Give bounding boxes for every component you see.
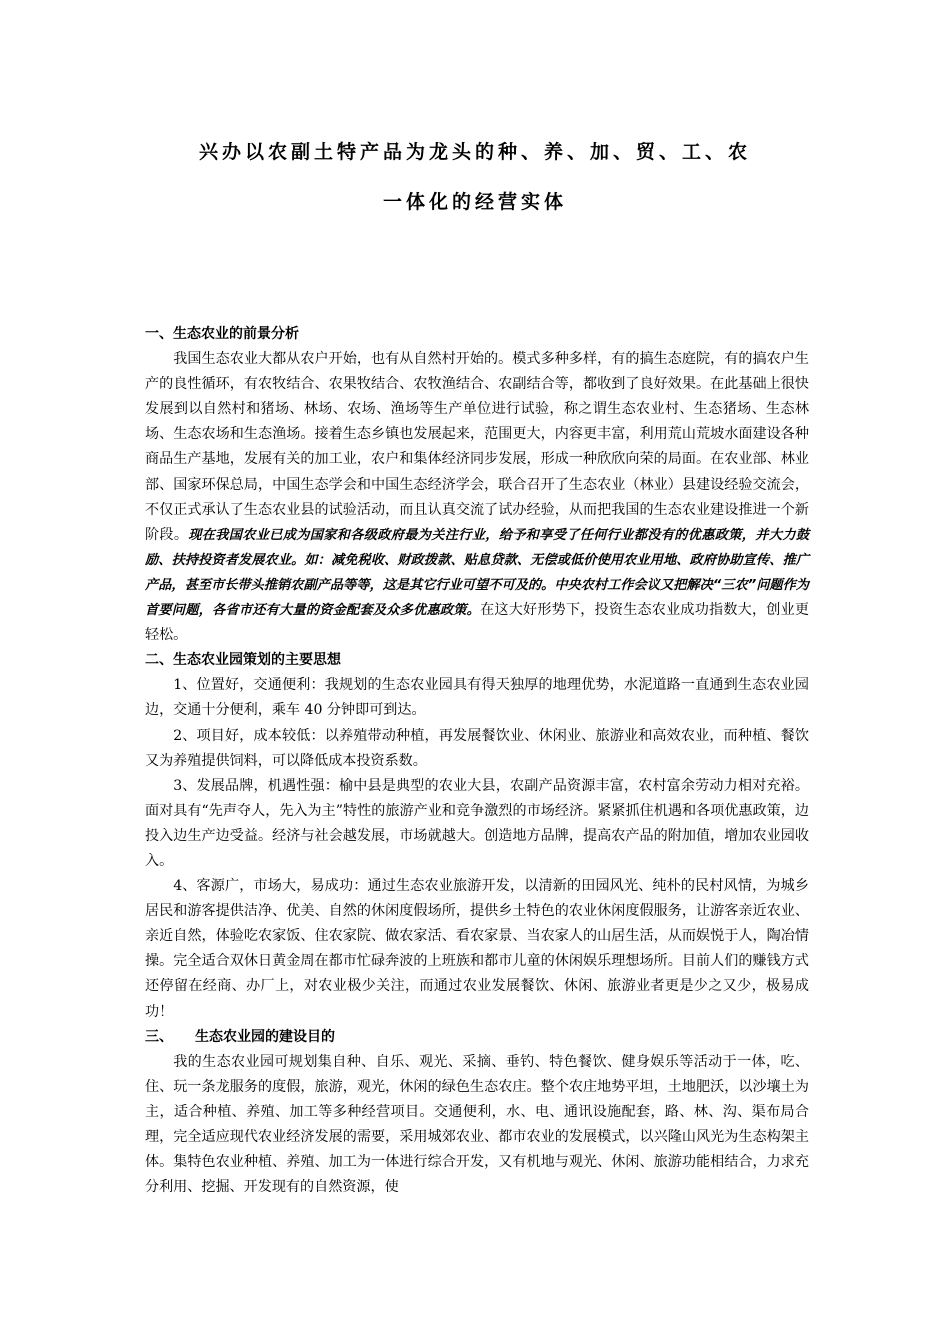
document-title-line-2: 一体化的经营实体 <box>382 191 567 213</box>
paragraph <box>145 874 809 1025</box>
paragraph <box>145 1050 809 1201</box>
paragraph <box>145 347 809 648</box>
document-body <box>145 322 809 1200</box>
paragraph-text: 4、客源广，市场大，易成功：通过生态农业旅游开发，以清新的田园风光、纯朴的民村风情，为城乡居民和游客提供洁净、优美、自然的休闲度假场所，提供乡土特色的农业休闲度假服务，让游客亲近农业、亲近自然，体验吃农家饭、住农家院、做农家活、看农家景、当农家人的山居生活，从而娱悦于人，陶冶情操。完全适合双休日黄金周在都市忙碌奔波的上班族和都市儿童的休闲娱乐理想场所。目前人们的赚钱方式还停留在经商、办厂上，对农业极少关注，而通过农业发展餐饮、休闲、旅游业者更是少之又少，极易成功！ <box>145 878 809 1020</box>
paragraph-text: 1、位置好，交通便利：我规划的生态农业园具有得天独厚的地理优势，水泥道路一直通到生态农业园边，交通十分便利，乘车 40 分钟即可到达。 <box>145 677 809 719</box>
paragraph <box>145 774 809 874</box>
section-heading-text: 生态农业的前景分析 <box>173 326 299 342</box>
section-heading-text: 生态农业园策划的主要思想 <box>173 652 341 669</box>
paragraph <box>145 724 809 774</box>
section-heading-2 <box>145 648 809 673</box>
section-heading-number: 三、 <box>145 1028 173 1045</box>
paragraph <box>145 673 809 723</box>
paragraph-text: 2、项目好，成本较低：以养殖带动种植，再发展餐饮业、休闲业、旅游业和高效农业，而种植、餐饮又为养殖提供饲料，可以降低成本投资系数。 <box>145 727 809 769</box>
section-heading-1 <box>145 322 809 347</box>
paragraph-tail-text: 在这大好形势下，投资生态农业成功指数大，创业更轻松。 <box>145 602 810 644</box>
paragraph-text: 我国生态农业大都从农户开始，也有从自然村开始的。模式多种多样，有的搞生态庭院，有的搞农户生产的良性循环，有农牧结合、农果牧结合、农牧渔结合、农副结合等，都收到了良好效果。在此基础上很快发展到以自然村和猪场、林场、农场、渔场等生产单位进行试验，称之谓生态农业村、生态猪场、生态林场、生态农场和生态渔场。接着生态乡镇也发展起来，范围更大，内容更丰富，利用荒山荒坡水面建设各种商品生产基地，发展有关的加工业，农户和集体经济同步发展，形成一种欣欣向荣的局面。在农业部、林业部、国家环保总局，中国生态学会和中国生态经济学会，联合召开了生态农业（林业）县建设经验交流会，不仅正式承认了生态农业县的试验活动，而且认真交流了试办经验，从而把我国的生态农业建设推进一个新阶段。 <box>145 351 809 543</box>
paragraph-text: 3、发展品牌，机遇性强：榆中县是典型的农业大县，农副产品资源丰富，农村富余劳动力相对充裕。面对具有“先声夺人，先入为主”特性的旅游产业和竞争激烈的市场经济。紧紧抓住机遇和各项优惠政策，边投入边生产边受益。经济与社会越发展，市场就越大。创造地方品牌，提高农产品的附加值，增加农业园收入。 <box>145 777 809 869</box>
section-heading-number: 二、 <box>145 652 173 669</box>
paragraph-text: 我的生态农业园可规划集自种、自乐、观光、采摘、垂钓、特色餐饮、健身娱乐等活动于一体，吃、住、玩一条龙服务的度假，旅游，观光，休闲的绿色生态农庄。整个农庄地势平坦，土地肥沃，以沙壤土为主，适合种植、养殖、加工等多种经营项目。交通便利，水、电、通讯设施配套，路、林、沟、渠布局合理，完全适应现代农业经济发展的需要，采用城郊农业、都市农业的发展模式，以兴隆山风光为生态构架主体。集特色农业种植、养殖、加工为一体进行综合开发，又有机地与观光、休闲、旅游功能相结合，力求充分利用、挖掘、开发现有的自然资源，使 <box>145 1053 809 1196</box>
section-heading-3 <box>145 1025 809 1050</box>
section-heading-number: 一、 <box>145 326 173 342</box>
emphasized-text: 现在我国农业已成为国家和各级政府最为关注行业，给予和享受了任何行业都没有的优惠政策，并大力鼓励、扶持投资者发展农业。如：减免税收、财政拨款、贴息贷款、无偿或低价使用农业用地、政府协助宣传、推广产品，甚至市长带头推销农副产品等等，这是其它行业可望不可及的。中央农村工作会议又把解决“三农”问题作为首要问题，各省市还有大量的资金配套及众多优惠政策。 <box>145 527 810 619</box>
section-heading-text: 生态农业园的建设目的 <box>195 1028 335 1045</box>
document-title-line-1: 兴办以农副土特产品为龙头的种、养、加、贸、工、农 <box>198 141 751 163</box>
